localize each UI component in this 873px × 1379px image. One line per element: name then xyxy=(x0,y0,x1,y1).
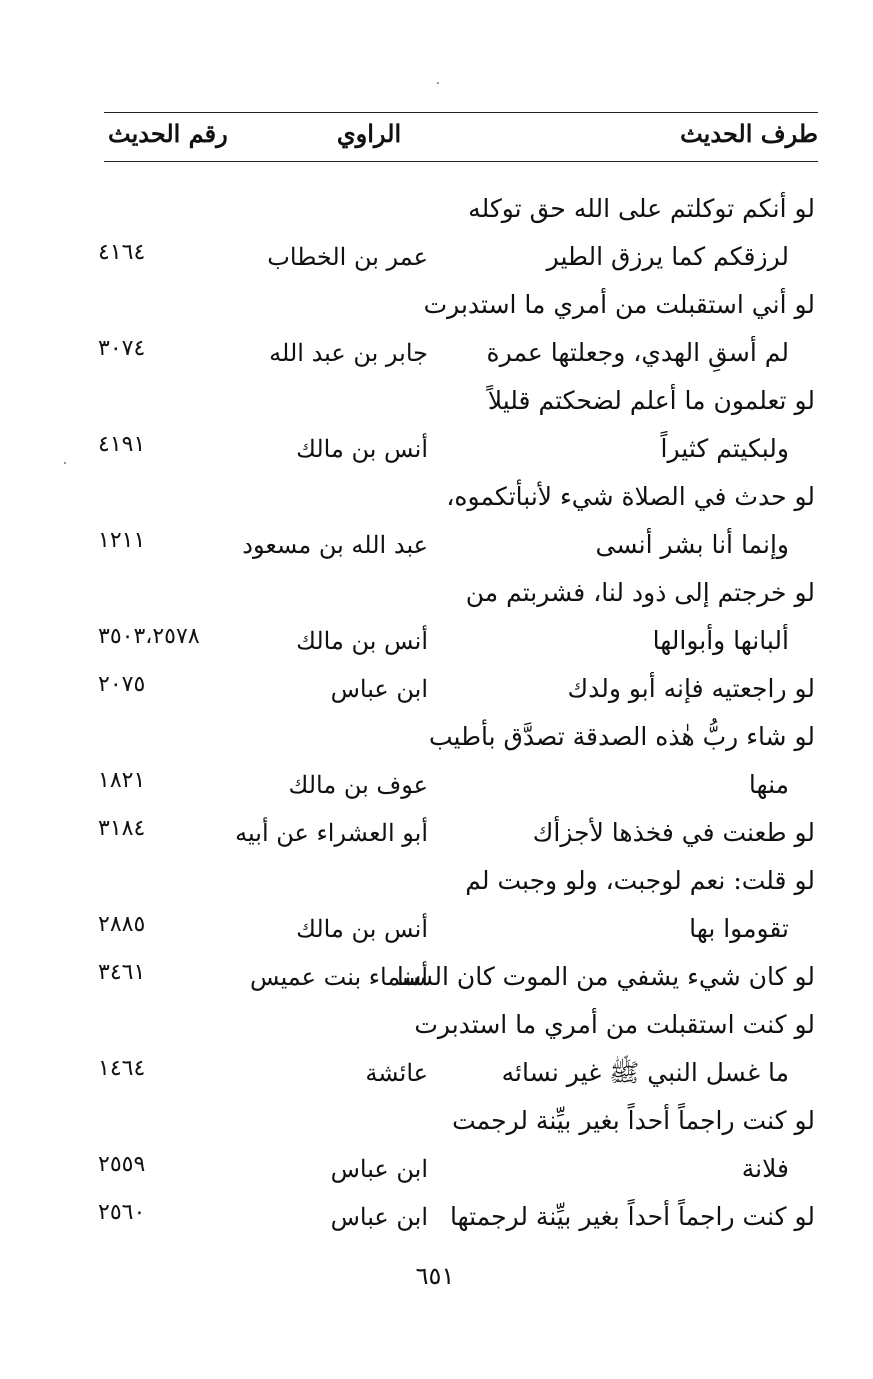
page-speck xyxy=(64,462,66,464)
header-hadith-start: طرف الحديث xyxy=(680,119,818,148)
hadith-continuation: لم أسقِ الهدي، وجعلتها عمرة xyxy=(486,338,789,367)
narrator-name: عمر بن الخطاب xyxy=(267,243,428,271)
hadith-number: ٤١٦٤ xyxy=(98,240,146,265)
hadith-continuation: تقوموا بها xyxy=(689,914,789,943)
hadith-continuation: منها xyxy=(748,770,789,799)
narrator-name: جابر بن عبد الله xyxy=(269,339,428,367)
hadith-continuation: ألبانها وأبوالها xyxy=(652,626,789,655)
hadith-number: ٢٥٥٩ xyxy=(98,1152,146,1177)
hadith-text xyxy=(414,1001,815,1097)
narrator-name: أبو العشراء عن أبيه xyxy=(235,819,428,847)
hadith-continuation: فلانة xyxy=(741,1154,789,1183)
hadith-continuation: ولبكيتم كثيراً xyxy=(660,434,789,463)
narrator-name: أسماء بنت عميس xyxy=(249,963,428,991)
hadith-text xyxy=(435,1097,815,1193)
table-header xyxy=(104,112,818,162)
hadith-number: ٣١٨٤ xyxy=(98,816,146,841)
hadith-continuation: وإنما أنا بشر أنسى xyxy=(595,530,789,559)
header-narrator: الراوي xyxy=(336,119,402,148)
hadith-text xyxy=(435,665,815,713)
narrator-name: أنس بن مالك xyxy=(296,627,428,655)
hadith-number: ٢٨٨٥ xyxy=(98,912,146,937)
hadith-line: لو كنت راجماً أحداً بغير بيِّنة لرجمت xyxy=(452,1106,815,1135)
hadith-line: لو حدث في الصلاة شيء لأنبأتكموه، xyxy=(446,482,815,511)
hadith-line: لو كان شيء يشفي من الموت كان السنا xyxy=(396,962,815,991)
hadith-text xyxy=(435,1193,815,1241)
page-number: ٦٥١ xyxy=(415,1262,455,1290)
hadith-line: لو خرجتم إلى ذود لنا، فشربتم من xyxy=(465,578,815,607)
hadith-line: لو شاء ربُّ هٰذه الصدقة تصدَّق بأطيب xyxy=(429,722,815,751)
hadith-number: ١٢١١ xyxy=(98,528,146,553)
hadith-line: لو قلت: نعم لوجبت، ولو وجبت لم xyxy=(465,866,815,895)
narrator-name: أنس بن مالك xyxy=(296,435,428,463)
hadith-text xyxy=(423,281,815,377)
narrator-name: عبد الله بن مسعود xyxy=(242,531,428,559)
hadith-text xyxy=(435,857,815,953)
hadith-text xyxy=(429,713,815,809)
hadith-number: ٣٥٠٣،٢٥٧٨ xyxy=(98,624,200,649)
hadith-text xyxy=(435,377,815,473)
hadith-line: لو راجعتيه فإنه أبو ولدك xyxy=(567,674,815,703)
hadith-number: ١٤٦٤ xyxy=(98,1056,146,1081)
hadith-number: ١٨٢١ xyxy=(98,768,146,793)
narrator-name: عوف بن مالك xyxy=(288,771,428,799)
narrator-name: عائشة xyxy=(365,1059,428,1087)
page-speck xyxy=(437,82,439,84)
hadith-continuation: ما غسل النبي ﷺ غير نسائه xyxy=(501,1058,789,1087)
narrator-name: ابن عباس xyxy=(330,1155,428,1183)
hadith-text xyxy=(435,569,815,665)
hadith-number: ٣٠٧٤ xyxy=(98,336,146,361)
hadith-line: لو كنت استقبلت من أمري ما استدبرت xyxy=(414,1010,815,1039)
narrator-name: ابن عباس xyxy=(330,675,428,703)
hadith-line: لو أني استقبلت من أمري ما استدبرت xyxy=(423,290,815,319)
hadith-text xyxy=(435,809,815,857)
hadith-text xyxy=(435,473,815,569)
hadith-line: لو كنت راجماً أحداً بغير بيِّنة لرجمتها xyxy=(449,1202,815,1231)
header-hadith-number: رقم الحديث xyxy=(108,119,228,148)
hadith-line: لو أنكم توكلتم على الله حق توكله xyxy=(468,194,815,223)
hadith-text xyxy=(435,185,815,281)
hadith-text xyxy=(396,953,815,1001)
hadith-line: لو طعنت في فخذها لأجزأك xyxy=(532,818,815,847)
hadith-continuation: لرزقكم كما يرزق الطير xyxy=(546,242,789,271)
narrator-name: ابن عباس xyxy=(330,1203,428,1231)
narrator-name: أنس بن مالك xyxy=(296,915,428,943)
hadith-line: لو تعلمون ما أعلم لضحكتم قليلاً xyxy=(487,386,815,415)
hadith-number: ٤١٩١ xyxy=(98,432,146,457)
hadith-number: ٢٥٦٠ xyxy=(98,1200,146,1225)
hadith-number: ٢٠٧٥ xyxy=(98,672,146,697)
hadith-number: ٣٤٦١ xyxy=(98,960,146,985)
